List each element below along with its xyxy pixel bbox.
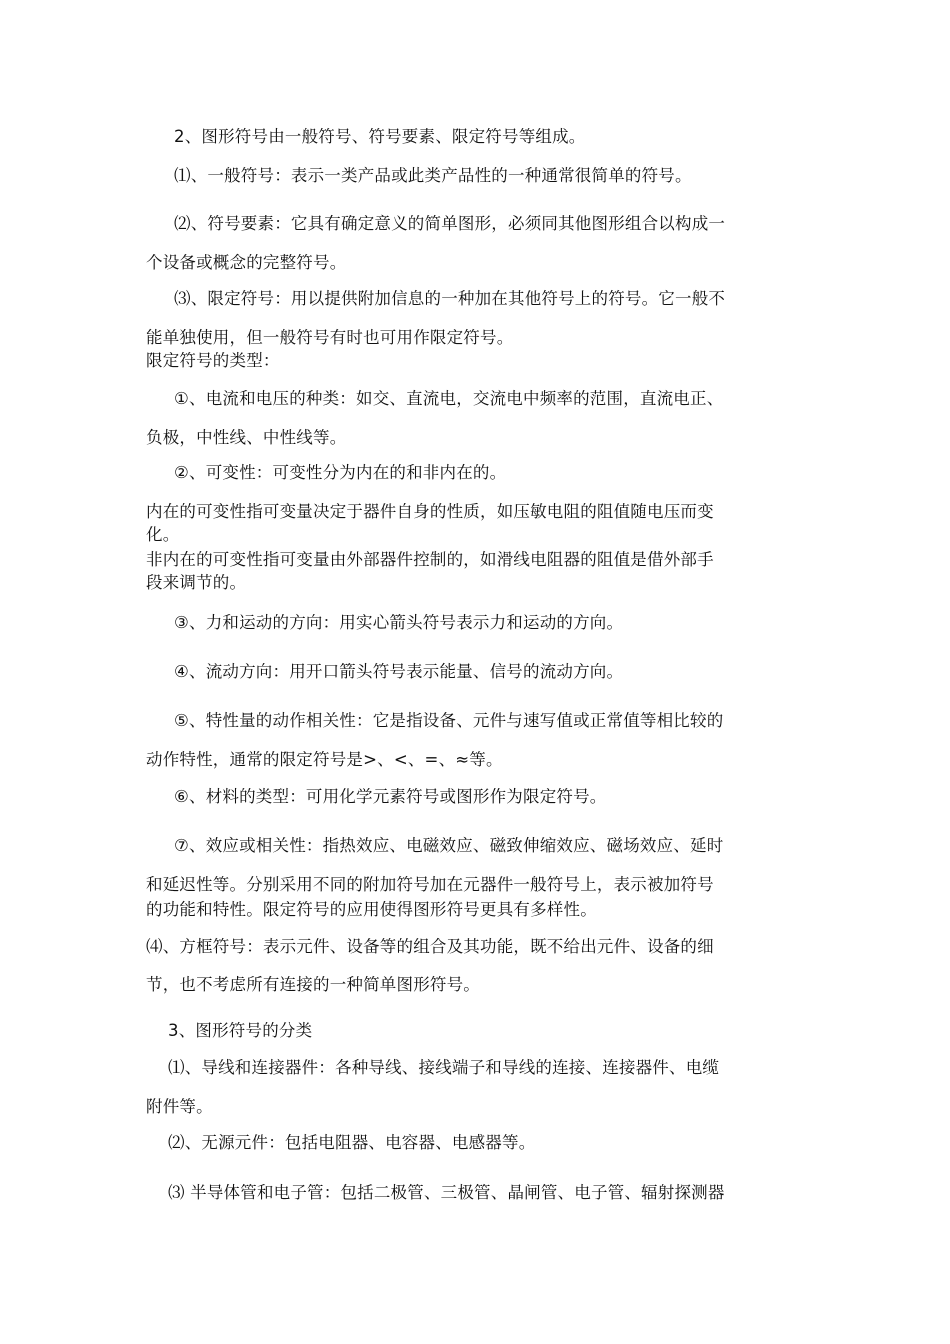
extrinsic-variability-line2: 段来调节的。 — [146, 573, 247, 592]
type-1-line1: ①、电流和电压的种类：如交、直流电，交流电中频率的范围，直流电正、 — [174, 389, 724, 408]
type-7-line3: 的功能和特性。限定符号的应用使得图形符号更具有多样性。 — [146, 900, 597, 919]
type-7-line2: 和延迟性等。分别采用不同的附加符号加在元器件一般符号上，表示被加符号 — [146, 875, 714, 894]
class-2-passive-components: ⑵、无源元件：包括电阻器、电容器、电感器等。 — [168, 1133, 536, 1152]
item-2-symbol-element-line2: 个设备或概念的完整符号。 — [146, 253, 347, 272]
section-2-heading: 2、图形符号由一般符号、符号要素、限定符号等组成。 — [174, 127, 586, 146]
item-4-block-symbol-line2: 节，也不考虑所有连接的一种简单图形符号。 — [146, 975, 480, 994]
qualifying-types-heading: 限定符号的类型： — [146, 351, 280, 370]
extrinsic-variability-line1: 非内在的可变性指可变量由外部器件控制的，如滑线电阻器的阻值是借外部手 — [146, 550, 714, 569]
type-5-line2: 动作特性，通常的限定符号是>、<、=、≈等。 — [146, 750, 503, 769]
type-3-force-direction: ③、力和运动的方向：用实心箭头符号表示力和运动的方向。 — [174, 613, 624, 632]
item-3-qualifying-symbol-line2: 能单独使用，但一般符号有时也可用作限定符号。 — [146, 328, 514, 347]
type-2-variability: ②、可变性：可变性分为内在的和非内在的。 — [174, 463, 507, 482]
type-1-line2: 负极，中性线、中性线等。 — [146, 428, 347, 447]
type-7-line1: ⑦、效应或相关性：指热效应、电磁效应、磁致伸缩效应、磁场效应、延时 — [174, 836, 724, 855]
intrinsic-variability-line2: 化。 — [146, 525, 180, 544]
section-3-heading: 3、图形符号的分类 — [168, 1021, 313, 1040]
class-1-line2: 附件等。 — [146, 1097, 213, 1116]
class-1-line1: ⑴、导线和连接器件：各种导线、接线端子和导线的连接、连接器件、电缆 — [168, 1058, 720, 1077]
item-3-qualifying-symbol-line1: ⑶、限定符号：用以提供附加信息的一种加在其他符号上的符号。它一般不 — [174, 289, 726, 308]
item-2-symbol-element-line1: ⑵、符号要素：它具有确定意义的简单图形，必须同其他图形组合以构成一 — [174, 214, 726, 233]
item-4-block-symbol-line1: ⑷、方框符号：表示元件、设备等的组合及其功能，既不给出元件、设备的细 — [146, 937, 714, 956]
class-3-semiconductors: ⑶ 半导体管和电子管：包括二极管、三极管、晶闸管、电子管、辐射探测器 — [168, 1183, 725, 1202]
item-1-general-symbol: ⑴、一般符号：表示一类产品或此类产品性的一种通常很简单的符号。 — [174, 166, 692, 185]
type-5-line1: ⑤、特性量的动作相关性：它是指设备、元件与速写值或正常值等相比较的 — [174, 711, 724, 730]
type-6-material: ⑥、材料的类型：可用化学元素符号或图形作为限定符号。 — [174, 787, 607, 806]
type-4-flow-direction: ④、流动方向：用开口箭头符号表示能量、信号的流动方向。 — [174, 662, 624, 681]
intrinsic-variability-line1: 内在的可变性指可变量决定于器件自身的性质，如压敏电阻的阻值随电压而变 — [146, 502, 714, 521]
